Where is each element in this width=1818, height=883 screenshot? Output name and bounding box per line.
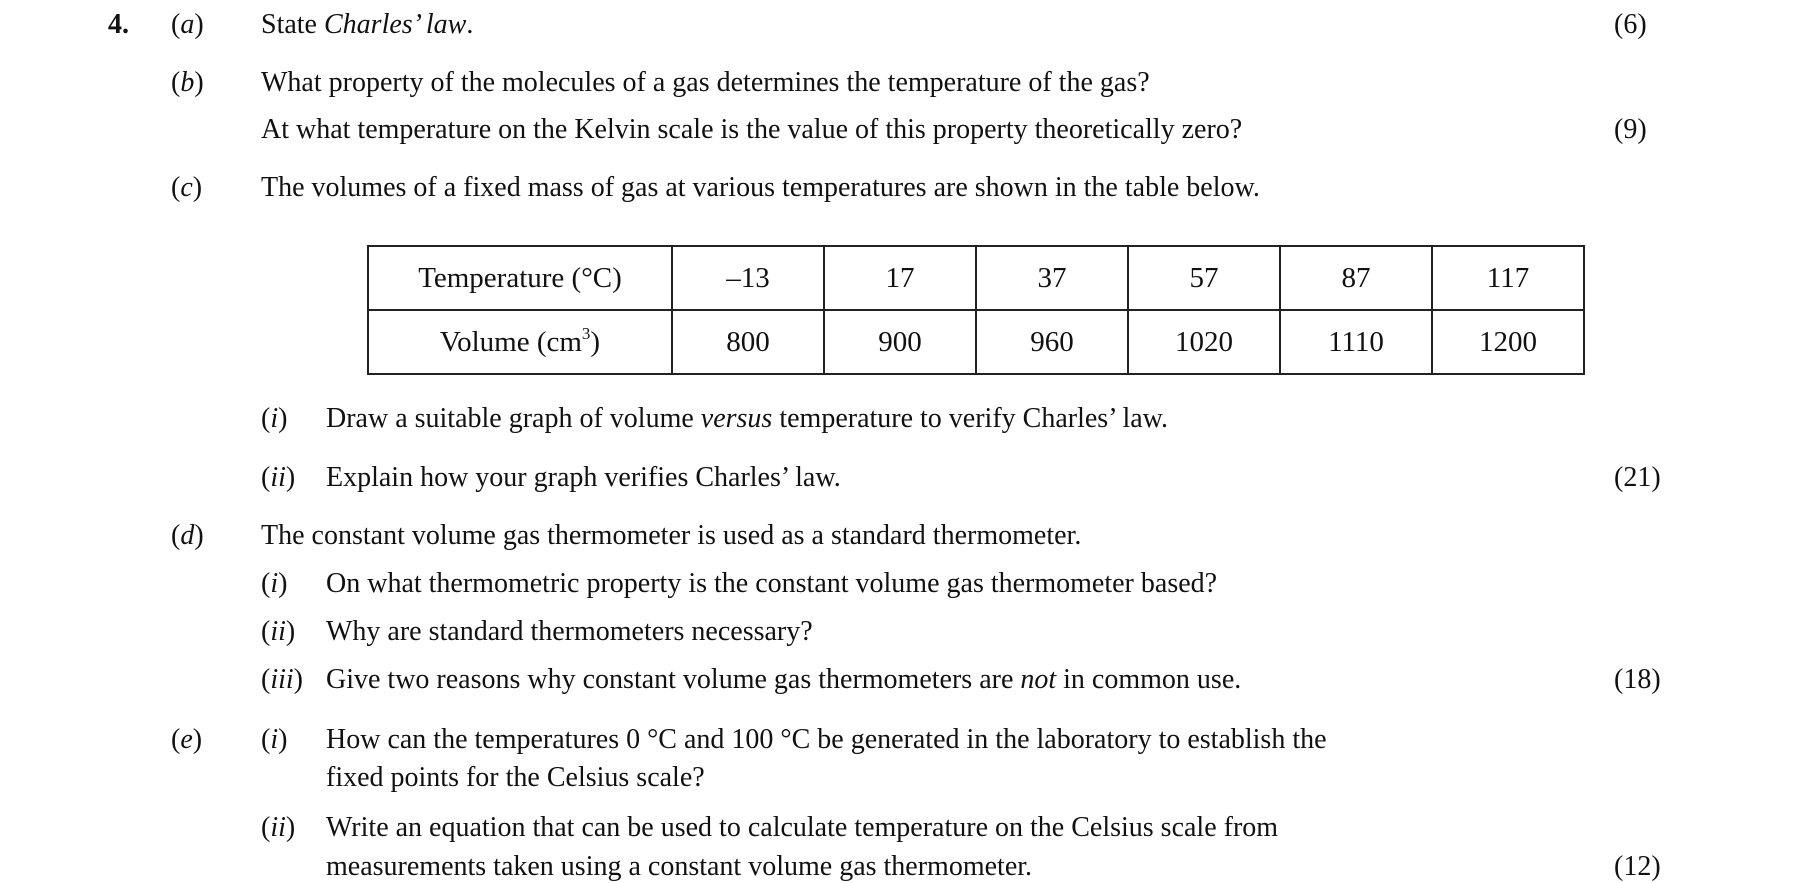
part-e-label: (e) bbox=[171, 724, 203, 755]
part-a-marks: (6) bbox=[1614, 9, 1647, 40]
part-e-marks: (12) bbox=[1614, 851, 1661, 882]
table-cell: 1200 bbox=[1432, 310, 1584, 374]
table-cell: 900 bbox=[824, 310, 976, 374]
part-a-text: State Charles’ law. bbox=[261, 9, 474, 40]
table-cell: 17 bbox=[824, 246, 976, 310]
part-c-ii-text: Explain how your graph verifies Charles’ law. bbox=[326, 462, 841, 493]
question-number: 4. bbox=[108, 9, 129, 40]
part-c-label: (c) bbox=[171, 172, 203, 203]
temperature-volume-table bbox=[367, 245, 1585, 375]
part-e-i-line2: fixed points for the Celsius scale? bbox=[326, 762, 705, 793]
part-e-i-line1: How can the temperatures 0 °C and 100 °C be generated in the laboratory to establish the bbox=[326, 724, 1327, 755]
part-a-label: (a) bbox=[171, 9, 204, 40]
table-row-temperature bbox=[368, 246, 1584, 310]
table-cell: 37 bbox=[976, 246, 1128, 310]
part-d-text: The constant volume gas thermometer is used as a standard thermometer. bbox=[261, 520, 1082, 551]
table-cell: 800 bbox=[672, 310, 824, 374]
part-d-i-label: (i) bbox=[261, 568, 288, 599]
part-d-iii-text: Give two reasons why constant volume gas thermometers are not in common use. bbox=[326, 664, 1242, 695]
table-row-volume bbox=[368, 310, 1584, 374]
part-b-marks: (9) bbox=[1614, 114, 1647, 145]
table-cell: 117 bbox=[1432, 246, 1584, 310]
part-c-i-text: Draw a suitable graph of volume versus temperature to verify Charles’ law. bbox=[326, 403, 1169, 434]
part-d-i-text: On what thermometric property is the constant volume gas thermometer based? bbox=[326, 568, 1218, 599]
table-cell: 960 bbox=[976, 310, 1128, 374]
part-e-ii-label: (ii) bbox=[261, 812, 296, 843]
part-e-ii-line1: Write an equation that can be used to calculate temperature on the Celsius scale from bbox=[326, 812, 1279, 843]
part-b-line2: At what temperature on the Kelvin scale is the value of this property theoretically zero? bbox=[261, 114, 1243, 145]
table-cell: 1110 bbox=[1280, 310, 1432, 374]
table-cell: 87 bbox=[1280, 246, 1432, 310]
part-c-text: The volumes of a fixed mass of gas at various temperatures are shown in the table below. bbox=[261, 172, 1260, 203]
part-e-i-label: (i) bbox=[261, 724, 288, 755]
table-cell: 57 bbox=[1128, 246, 1280, 310]
part-b-label: (b) bbox=[171, 67, 204, 98]
part-d-marks: (18) bbox=[1614, 664, 1661, 695]
part-c-i-label: (i) bbox=[261, 403, 288, 434]
part-e-ii-line2: measurements taken using a constant volume gas thermometer. bbox=[326, 851, 1033, 882]
part-d-ii-label: (ii) bbox=[261, 616, 296, 647]
table-cell: 1020 bbox=[1128, 310, 1280, 374]
part-d-ii-text: Why are standard thermometers necessary? bbox=[326, 616, 813, 647]
part-b-line1: What property of the molecules of a gas determines the temperature of the gas? bbox=[261, 67, 1150, 98]
row-header-temperature: Temperature (°C) bbox=[368, 246, 672, 310]
part-c-ii-label: (ii) bbox=[261, 462, 296, 493]
row-header-volume: Volume $(cm^3)$ bbox=[368, 310, 672, 374]
table-cell: –13 bbox=[672, 246, 824, 310]
part-c-marks: (21) bbox=[1614, 462, 1661, 493]
part-d-label: (d) bbox=[171, 520, 204, 551]
part-d-iii-label: (iii) bbox=[261, 664, 303, 695]
